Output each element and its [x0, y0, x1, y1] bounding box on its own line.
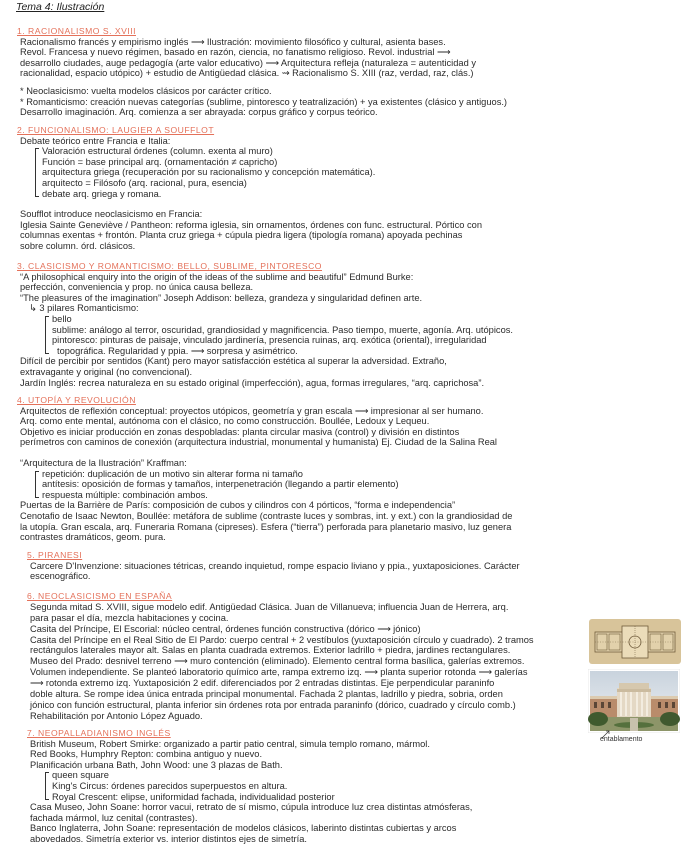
note-line: Revol. Francesa y nuevo régimen, basado en razón, ciencia, no fanatismo religioso. Revol. industrial ⟶ — [20, 47, 451, 58]
note-line: British Museum, Robert Smirke: organizado a partir patio central, simula templo romano, mármol. — [30, 738, 430, 749]
list-item: pintoresco: pinturas de paisaje, vinculado jardinería, presencia ruinas, arq. exótica (oriental), irregularidad — [52, 335, 487, 346]
section-funcionalismo — [17, 125, 375, 199]
note-line: Iglesia Sainte Geneviève / Pantheon: reforma iglesia, sin ornamentos, órdenes con func. estructural. Pórtico con — [20, 219, 482, 230]
note-line: contrastes dramáticos, geom. pura. — [20, 532, 166, 543]
note-line: Segunda mitad S. XVIII, sigue modelo edif. Antigüedad Clásica. Juan de Villanueva; influencia Juan de Herrera, arq. — [30, 601, 509, 612]
note-line: la utopía. Gran escala, arq. Funeraria Romana (cipreses). Esfera (“tierra”) perforada para planetario masivo, luz genera — [20, 521, 512, 532]
section-racionalismo-notes — [17, 86, 507, 118]
note-line: perímetros con caminos de conexión (arquitectura industrial, monumental y humanista) Ej. Ciudad de la Salina Real — [20, 437, 497, 448]
facade-window — [672, 702, 675, 708]
note-line: escenográfico. — [30, 571, 91, 582]
note-line: Planificación urbana Bath, John Wood: une 3 plazas de Bath. — [30, 759, 283, 770]
note-line: para pasar el día, mezcla habitaciones y cocina. — [30, 612, 229, 623]
list-item: Función = base principal arq. (ornamentación ≠ capricho) — [42, 156, 278, 167]
list-item: Valoración estructural órdenes (column. exenta al muro) — [42, 146, 273, 157]
figure-caption: entablamento — [600, 736, 643, 743]
list-item: topográfica. Regularidad y ppia. ⟶ sorpresa y asimétrico. — [57, 345, 298, 356]
note-line: Volumen independiente. Se planteó laboratorio químico arte, rampa extremo izq. ⟶ planta superior rotonda ⟶ galerías — [30, 667, 528, 678]
list-item: King's Circus: órdenes parecidos superpuestos en altura. — [52, 780, 288, 791]
note-line: Desarrollo imaginación. Arq. comienza a ser abrayada: corpus gráfico y corpus teórico. — [20, 107, 378, 118]
tree — [588, 712, 608, 726]
list-item: sublime: análogo al terror, oscuridad, grandiosidad y magnificencia. Paso tiempo, muerte, agonía. Arq. utópicos. — [52, 324, 513, 335]
list-item: bello — [52, 313, 72, 324]
note-line: ⟶ rotonda extremo izq. Yuxtaposición 2 edif. diferenciados por 2 entradas distintas. Eje perpendicular paraninfo — [30, 678, 495, 689]
note-line: Rehabilitación por Antonio López Aguado. — [30, 710, 203, 721]
path — [630, 718, 638, 731]
bracket-list — [45, 770, 472, 802]
section-neopalladianismo — [27, 728, 472, 845]
page-title: Tema 4: Ilustración — [16, 1, 105, 13]
note-line: Banco Inglaterra, John Soane: representación de modelos clásicos, laberinto distintas cubiertas y arcos — [30, 823, 457, 834]
note-line: Casita del Príncipe en el Real Sitio de El Pardo: cuerpo central + 2 vestíbulos (yuxtaposición círculo y cuadrado). 2 tramos — [30, 634, 534, 645]
note-line: Museo del Prado: desnivel terreno ⟶ muro contención (eliminado). Elemento central forma basílica, galerías extremos. — [30, 656, 525, 667]
section-heading: 7. NEOPALLADIANISMO INGLÉS — [27, 728, 171, 738]
note-line: jónico con función estructural, planta inferior sin órdenes rota por entrada paraninfo (dórico, cuadrado y círculo comb.) — [30, 699, 516, 710]
section-piranesi — [27, 550, 520, 582]
list-item: repetición: duplicación de un motivo sin alterar forma ni tamaño — [42, 468, 303, 479]
note-line: “The pleasures of the imagination” Joseph Addison: belleza, grandeza y singularidad definen arte. — [20, 292, 423, 303]
note-line: columnas exentas + frontón. Planta cruz griega + cúpula piedra ligera (tipología romana) apoyada pechinas — [20, 230, 463, 241]
facade-window — [594, 702, 597, 708]
bracket-list — [35, 469, 512, 501]
list-item: antítesis: oposición de formas y tamaños, interpenetración (llegando a partir elemento) — [42, 479, 399, 490]
section-utopia-revolucion — [17, 395, 497, 448]
note-line: “Arquitectura de la Ilustración” Kraffman: — [20, 458, 187, 468]
facade-window — [608, 702, 611, 708]
note-line: racionalidad, espacio utópico) + estudio de Antigüedad clásica. ⇝ Racionalismo S. XIII (raz, verdad, raz, clás.) — [20, 68, 474, 79]
note-line: Casita del Príncipe, El Escorial: núcleo central, órdenes función constructiva (dórico ⟶ jónico) — [30, 623, 421, 634]
portico — [617, 688, 651, 718]
list-item: respuesta múltiple: combinación ambos. — [42, 489, 208, 500]
section-heading: 1. RACIONALISMO S. XVIII — [17, 26, 136, 36]
tree — [660, 712, 680, 726]
facade-window — [665, 702, 668, 708]
note-line: Arq. como ente mental, autónoma con el clásico, no como construcción. Boullée, Ledoux y Lequeu. — [20, 416, 430, 427]
section-heading: 2. FUNCIONALISMO: LAUGIER A SOUFFLOT — [17, 125, 215, 135]
section-heading: 4. UTOPÍA Y REVOLUCIÓN — [17, 395, 136, 405]
section-racionalismo — [17, 26, 476, 79]
section-neoclasicismo-espana — [27, 591, 534, 722]
entablature — [617, 689, 651, 692]
note-line: desarrollo ciudades, auge pedagogía (arte valor educativo) ⟶ Arquitectura refleja (naturaleza = autenticidad y — [20, 57, 476, 68]
list-item: Royal Crescent: elipse, uniformidad fachada, individualidad posterior — [52, 791, 335, 802]
pillars-label: ↳ 3 pilares Romanticismo: — [29, 303, 139, 314]
note-line: extravagante y original (no convencional). — [20, 366, 193, 377]
note-line: perfección, conveniencia y prop. no única causa belleza. — [20, 282, 254, 293]
note-line: abovedados. Simetría exterior vs. interior distintos ejes de simetría. — [30, 833, 307, 844]
portico-attic — [619, 683, 649, 689]
note-line: Soufflot introduce neoclasicismo en Francia: — [20, 209, 203, 219]
facade-window — [658, 702, 661, 708]
list-item: arquitecto = Filósofo (arq. racional, pura, esencia) — [42, 177, 247, 188]
bracket-list — [45, 314, 513, 356]
note-line: Racionalismo francés y empirismo inglés ⟶ Ilustración: movimiento filosófico y cultural, asienta bases. — [20, 36, 446, 47]
note-line: Objetivo es iniciar producción en zonas despobladas: planta circular masiva (control) y división en distintos — [20, 426, 460, 437]
list-item: queen square — [52, 770, 109, 781]
section-soufflot — [17, 209, 482, 251]
section-kraffman — [17, 458, 512, 543]
section-heading: 6. NEOCLASICISMO EN ESPAÑA — [27, 591, 173, 601]
note-line: Debate teórico entre Francia e Italia: — [20, 135, 171, 146]
facade-window — [601, 702, 604, 708]
note-line: doble altura. Se rompe idea única entrada principal monumental. Fachada 2 plantas, ladrillo y piedra, sobria, orden — [30, 689, 503, 700]
prado-photo-image — [588, 669, 680, 733]
list-item: debate arq. griega y romana. — [42, 188, 162, 199]
section-heading: 3. CLASICISMO Y ROMANTICISMO: BELLO, SUBLIME, PINTORESCO — [17, 261, 322, 271]
section-clasicismo-romanticismo — [17, 261, 513, 388]
note-line-neoclasicismo: * Neoclasicismo: vuelta modelos clásicos por carácter crítico. — [20, 86, 272, 96]
note-line: Casa Museo, John Soane: horror vacui, retrato de sí mismo, cúpula introduce luz crea distintas atmósferas, — [30, 802, 473, 813]
note-line: sobre column. órd. clásicos. — [20, 240, 136, 251]
floor-plan-image — [589, 619, 681, 664]
note-line: Arquitectos de reflexión conceptual: proyectos utópicos, geometría y gran escala ⟶ impresionar al ser humano. — [20, 405, 484, 416]
note-line: fachada mármol, luz cenital (contrastes). — [30, 812, 198, 823]
note-line: Cenotafio de Isaac Newton, Boullée: metáfora de sublime (contraste luces y sombras, int. y ext.) con la grandiosidad de — [20, 510, 513, 521]
note-line: Puertas de la Barrière de París: composición de cubos y cilindros con 4 pórticos, “forma e independencia” — [20, 500, 456, 511]
note-line: Carcere D'Invenzione: situaciones tétricas, creando inquietud, rompe espacio liviano y ppia., yuxtaposiciones. Carácter — [30, 560, 520, 571]
bracket-list — [35, 146, 375, 199]
section-heading: 5. PIRANESI — [27, 550, 83, 560]
note-line: rectángulos laterales mayor alt. Salas en planta cuadrada extremos. Exterior ladrillo + piedra, jardines rectangulares. — [30, 645, 511, 656]
note-line: Red Books, Humphry Repton: combina antiguo y nuevo. — [30, 749, 263, 760]
note-line: Jardín Inglés: recrea naturaleza en su estado original (imperfección), agua, formas irregulares, “arq. caprichosa”. — [20, 377, 485, 388]
list-item: arquitectura griega (recuperación por su racionalismo y concepción matemática). — [42, 167, 376, 178]
note-line: “A philosophical enquiry into the origin of the ideas of the sublime and beautiful” Edmund Burke: — [20, 271, 414, 282]
note-line: Difícil de percibir por sentidos (Kant) pero mayor satisfacción estética al superar la adversidad. Extraño, — [20, 356, 447, 367]
note-line-romanticismo: * Romanticismo: creación nuevas categorías (sublime, pintoresco y teatralización) + ya existentes (clásico y antiguos.) — [20, 96, 508, 107]
